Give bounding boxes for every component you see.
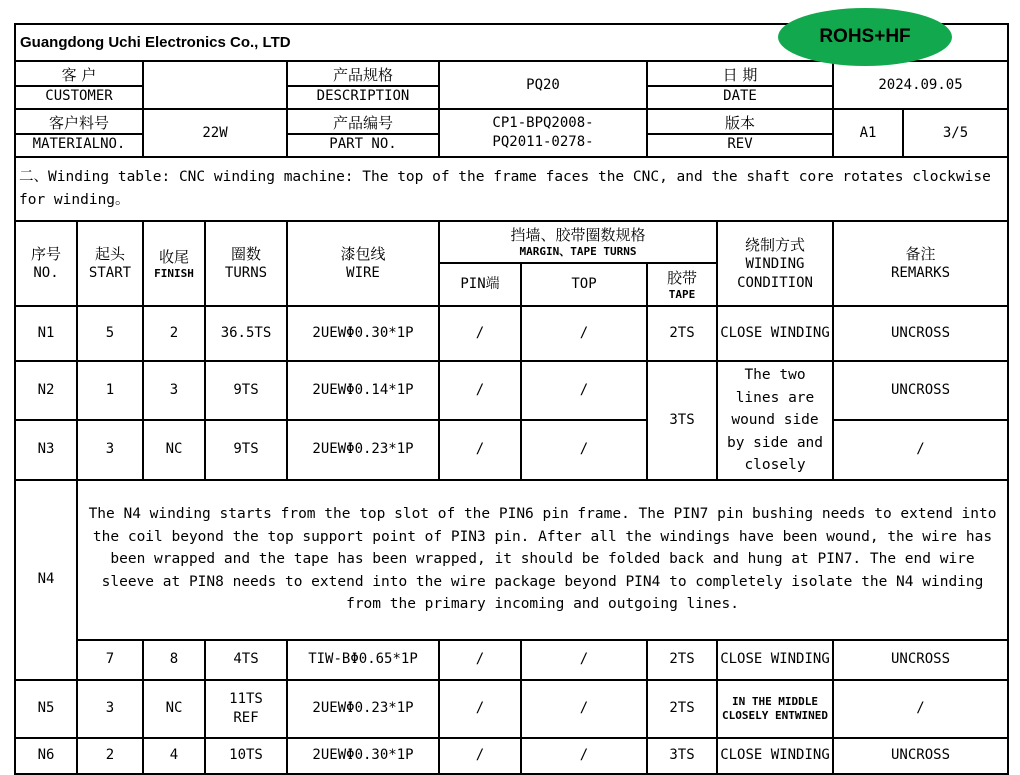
section-title: 二、Winding table: CNC winding machine: The top of the frame faces the CNC, and the shaft core rotates clockwise for winding。 [15,157,1008,221]
table-row [15,480,1008,640]
row-remarks: UNCROSS [833,738,1008,774]
row-pin: / [439,680,521,738]
row-tape: 3TS [647,738,717,774]
winding-spec-sheet [14,23,1007,763]
row-pin: / [439,640,521,680]
col-wire: 漆包线 WIRE [287,221,439,306]
row-condition: The two lines are wound side by side and closely [717,361,833,480]
row-finish: NC [143,420,205,479]
row-tape: 3TS [647,361,717,480]
row-no: N5 [15,680,77,738]
part-label: 产品编号 PART NO. [287,109,439,157]
row-start: 5 [77,306,143,361]
company-name: Guangdong Uchi Electronics Co., LTD [15,24,1008,61]
col-turns: 圈数 TURNS [205,221,287,306]
row-no: N4 [15,480,77,680]
row-tape: 2TS [647,306,717,361]
row-condition: CLOSE WINDING [717,640,833,680]
row-turns: 36.5TS [205,306,287,361]
table-row [15,420,1008,479]
row-top: / [521,306,647,361]
description-value: PQ20 [439,61,647,109]
rev-label: 版本 REV [647,109,833,157]
date-label: 日 期 DATE [647,61,833,109]
row-tape: 2TS [647,640,717,680]
row-pin: / [439,420,521,479]
col-tape: 胶带 TAPE [647,263,717,306]
row-finish: 2 [143,306,205,361]
table-row [15,738,1008,774]
row-condition: CLOSE WINDING [717,738,833,774]
page-number: 3/5 [903,109,1008,157]
row-no: N3 [15,420,77,479]
material-label: 客户料号 MATERIALNO. [15,109,143,157]
col-start: 起头 START [77,221,143,306]
col-winding-condition: 绕制方式 WINDING CONDITION [717,221,833,306]
spec-table [14,23,1009,775]
date-value: 2024.09.05 [833,61,1008,109]
rev-value: A1 [833,109,903,157]
row-wire: 2UEWΦ0.14*1P [287,361,439,420]
row-pin: / [439,738,521,774]
row-start: 1 [77,361,143,420]
description-label: 产品规格 DESCRIPTION [287,61,439,109]
row-finish: 8 [143,640,205,680]
row-top: / [521,640,647,680]
row-pin: / [439,306,521,361]
row-remarks: UNCROSS [833,640,1008,680]
table-row [15,640,1008,680]
table-row [15,361,1008,420]
row-turns: 11TS REF [205,680,287,738]
row-wire: 2UEWΦ0.23*1P [287,420,439,479]
col-no: 序号 NO. [15,221,77,306]
row-remarks: UNCROSS [833,306,1008,361]
col-remarks: 备注 REMARKS [833,221,1008,306]
row-condition: IN THE MIDDLE CLOSELY ENTWINED [717,680,833,738]
row-no: N6 [15,738,77,774]
row-top: / [521,680,647,738]
col-margin-tape: 挡墙、胶带圈数规格 MARGIN、TAPE TURNS [439,221,717,263]
row-no: N1 [15,306,77,361]
row-finish: 3 [143,361,205,420]
row-remarks: UNCROSS [833,361,1008,420]
row-finish: 4 [143,738,205,774]
row-remarks: / [833,680,1008,738]
row-remarks: / [833,420,1008,479]
row-top: / [521,361,647,420]
customer-label: 客 户 CUSTOMER [15,61,143,109]
row-turns: 4TS [205,640,287,680]
row-finish: NC [143,680,205,738]
row-wire: TIW-BΦ0.65*1P [287,640,439,680]
row-condition: CLOSE WINDING [717,306,833,361]
material-value: 22W [143,109,287,157]
part-value: CP1-BPQ2008- PQ2011-0278- [439,109,647,157]
n4-winding-note: The N4 winding starts from the top slot of the PIN6 pin frame. The PIN7 pin bushing needs to extend into the coil beyond the top support point of PIN3 pin. After all the windings have been wound, the wire has been wrapped and the tape has been wrapped, it should be folded back and hung at PIN7. The end wire sleeve at PIN8 needs to extend into the wire package beyond PIN4 to completely isolate the N4 winding from the primary incoming and outgoing lines. [77,480,1008,640]
row-start: 3 [77,680,143,738]
row-turns: 9TS [205,420,287,479]
row-start: 3 [77,420,143,479]
row-tape: 2TS [647,680,717,738]
row-turns: 9TS [205,361,287,420]
col-pin: PIN端 [439,263,521,306]
table-row [15,680,1008,738]
row-wire: 2UEWΦ0.30*1P [287,738,439,774]
row-no: N2 [15,361,77,420]
row-start: 7 [77,640,143,680]
row-wire: 2UEWΦ0.30*1P [287,306,439,361]
col-finish: 收尾 FINISH [143,221,205,306]
rohs-hf-badge: ROHS+HF [778,8,952,66]
customer-value [143,61,287,109]
table-row [15,306,1008,361]
row-top: / [521,738,647,774]
col-top: TOP [521,263,647,306]
row-top: / [521,420,647,479]
row-start: 2 [77,738,143,774]
row-pin: / [439,361,521,420]
row-wire: 2UEWΦ0.23*1P [287,680,439,738]
row-turns: 10TS [205,738,287,774]
